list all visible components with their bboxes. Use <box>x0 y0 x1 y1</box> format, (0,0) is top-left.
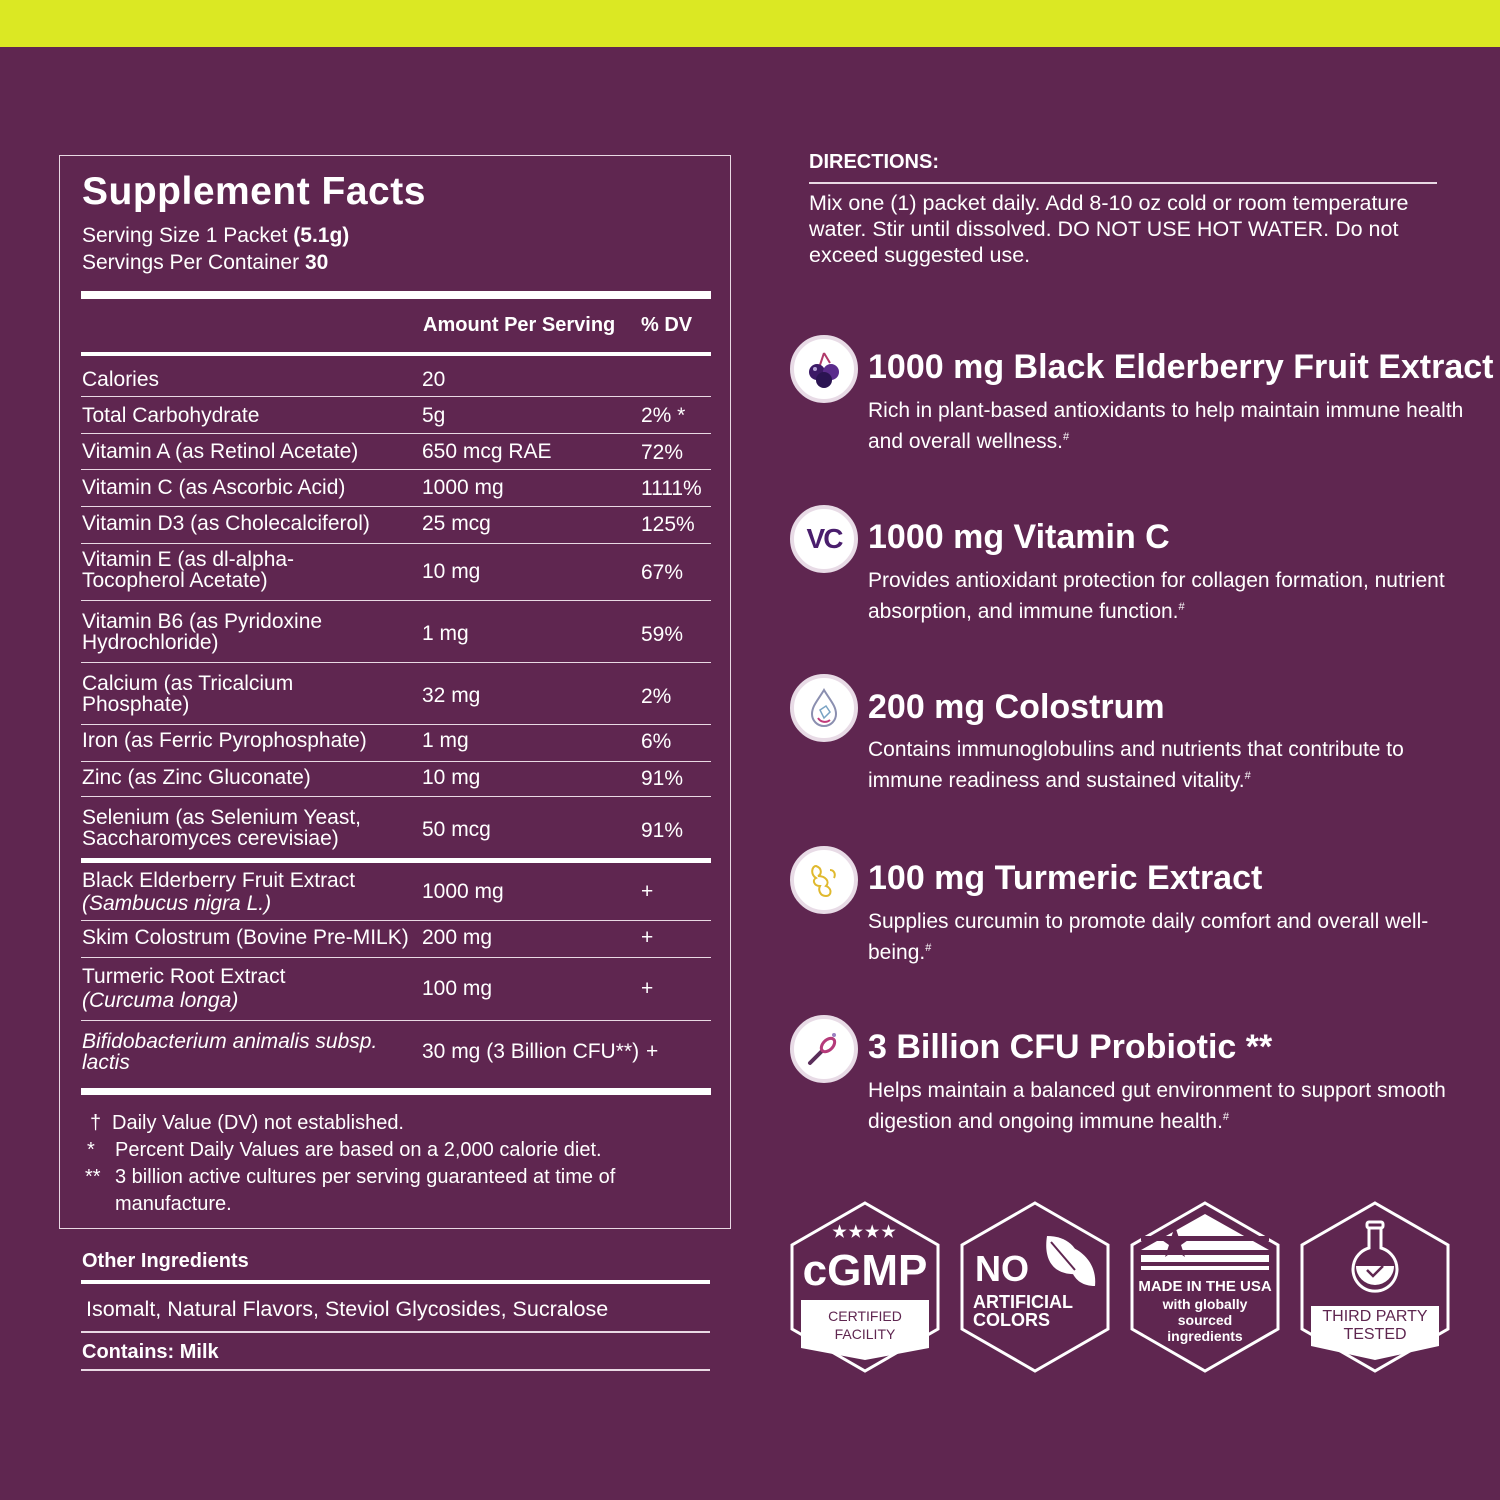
colostrum-icon <box>790 674 858 742</box>
nutrient-amount: 1000 mg <box>422 880 504 903</box>
nutrient-amount: 1 mg <box>422 622 469 645</box>
nutrient-name: Selenium (as Selenium Yeast, <box>82 806 361 829</box>
feature-desc-text: Helps maintain a balanced gut environment to support smooth digestion and ongoing immune health. <box>868 1079 1446 1133</box>
nutrient-amount: 32 mg <box>422 684 481 707</box>
feature-title: 1000 mg Vitamin C <box>868 518 1170 556</box>
feature-desc <box>868 1078 1468 1135</box>
footnote-text: Daily Value (DV) not established. <box>112 1112 404 1134</box>
ingredients-divider <box>81 1331 710 1333</box>
nutrient-name: Turmeric Root Extract <box>82 965 286 988</box>
table-row <box>81 921 711 958</box>
third-party-text: THIRD PARTY <box>1322 1308 1428 1325</box>
made-in-usa-badge <box>1129 1200 1281 1374</box>
cgmp-badge <box>789 1200 941 1374</box>
servings-value: 30 <box>304 251 329 274</box>
feature-title: 100 mg Turmeric Extract <box>868 859 1263 897</box>
nutrient-name-cont: Saccharomyces cerevisiae) <box>82 827 339 850</box>
table-row <box>81 544 711 601</box>
nutrient-amount: 10 mg <box>422 766 481 789</box>
nutrient-name: Skim Colostrum (Bovine Pre-MILK) <box>82 926 409 949</box>
footnote-symbol: ** <box>85 1166 101 1188</box>
vitamin-c-icon <box>790 505 858 573</box>
cgmp-facility: FACILITY <box>834 1326 896 1342</box>
nutrient-dv: 67% <box>641 561 684 584</box>
feature-desc <box>868 568 1468 625</box>
cgmp-stars: ★★★★ <box>832 1224 898 1241</box>
table-row <box>81 762 711 797</box>
feature-desc-text: Provides antioxidant protection for collagen formation, nutrient absorption, and immune function. <box>868 569 1445 623</box>
nutrient-name: Vitamin A (as Retinol Acetate) <box>82 440 359 463</box>
nutrient-amount: 1 mg <box>422 729 469 752</box>
table-row <box>81 958 711 1021</box>
nutrient-name-cont: (Sambucus nigra L.) <box>82 892 272 915</box>
nutrient-dv: 6% <box>641 730 672 753</box>
feature-mark: # <box>1244 770 1251 782</box>
thick-divider <box>81 291 711 299</box>
footnote-symbol: * <box>87 1139 95 1161</box>
contains-allergen: Contains: Milk <box>82 1341 219 1363</box>
nutrient-name: Bifidobacterium animalis subsp. <box>82 1030 378 1053</box>
nutrient-dv: 1111% <box>641 477 702 500</box>
nutrient-name: Vitamin C (as Ascorbic Acid) <box>82 476 346 499</box>
nutrient-amount: 10 mg <box>422 560 481 583</box>
nutrient-name-cont: Tocopherol Acetate) <box>82 569 268 592</box>
tested-text: TESTED <box>1343 1326 1407 1343</box>
nutrient-name-cont: Phosphate) <box>82 693 190 716</box>
top-accent-bar <box>0 0 1500 47</box>
footnote-symbol: † <box>90 1112 102 1134</box>
directions-title: DIRECTIONS: <box>809 151 939 173</box>
col-amount-header: Amount Per Serving <box>423 314 616 336</box>
footnotes <box>82 1110 682 1220</box>
usa-globally: with globally <box>1162 1296 1248 1312</box>
nutrient-dv: 2% <box>641 685 672 708</box>
footnote-text: 3 billion active cultures per serving guaranteed at time of manufacture. <box>115 1166 616 1215</box>
serving-info <box>82 222 349 276</box>
nutrient-dv: 91% <box>641 819 684 842</box>
directions-divider <box>809 182 1437 184</box>
nutrient-name: Calories <box>82 368 160 391</box>
supplement-facts-panel <box>59 155 731 1229</box>
cgmp-certified: CERTIFIED <box>828 1308 902 1324</box>
feature-desc-text: Rich in plant-based antioxidants to help maintain immune health and overall wellness. <box>868 399 1464 453</box>
nutrient-name: Iron (as Ferric Pyrophosphate) <box>82 729 367 752</box>
feature-desc-text: Contains immunoglobulins and nutrients that contribute to immune readiness and sustained vitality. <box>868 738 1404 792</box>
table-row <box>81 663 711 725</box>
feature-title: 3 Billion CFU Probiotic ** <box>868 1028 1273 1066</box>
nutrient-dv: + <box>646 1040 659 1063</box>
nutrient-amount: 100 mg <box>422 977 493 1000</box>
table-row <box>81 507 711 544</box>
directions-text: Mix one (1) packet daily. Add 8-10 oz cold or room temperature water. Stir until dissolved. DO NOT USE HOT WATER. Do not exceed suggested use. <box>809 191 1409 267</box>
colors-text: COLORS <box>973 1310 1051 1330</box>
serving-size-value: (5.1g) <box>293 224 350 247</box>
facts-title: Supplement Facts <box>82 170 426 213</box>
feature-desc <box>868 398 1468 455</box>
nutrient-dv: + <box>641 880 654 903</box>
no-text: NO <box>975 1248 1029 1289</box>
usa-ingredients: ingredients <box>1167 1328 1243 1344</box>
nutrient-name: Vitamin D3 (as Cholecalciferol) <box>82 512 370 535</box>
nutrient-name-cont: Hydrochloride) <box>82 631 219 654</box>
table-row <box>81 1021 711 1083</box>
elderberry-icon <box>790 335 858 403</box>
bottom-divider <box>81 1088 711 1095</box>
other-ingredients-label: Other Ingredients <box>82 1250 249 1272</box>
nutrient-name: Vitamin B6 (as Pyridoxine <box>82 610 323 633</box>
table-row <box>81 797 711 859</box>
feature-mark: # <box>1222 1111 1230 1123</box>
nutrient-name: Vitamin E (as dl-alpha- <box>82 548 295 571</box>
nutrient-dv: 91% <box>641 767 684 790</box>
feature-desc <box>868 909 1468 966</box>
turmeric-icon <box>790 846 858 914</box>
nutrient-name: Calcium (as Tricalcium <box>82 672 294 695</box>
third-party-tested-badge <box>1299 1200 1451 1374</box>
feature-title: 200 mg Colostrum <box>868 688 1165 726</box>
table-row <box>81 725 711 762</box>
no-artificial-colors-badge <box>959 1200 1111 1374</box>
table-row <box>81 470 711 507</box>
cgmp-text: cGMP <box>802 1246 928 1295</box>
nutrient-amount: 50 mcg <box>422 818 491 841</box>
nutrient-dv: 2% * <box>641 404 686 427</box>
nutrient-dv: 125% <box>641 513 695 536</box>
feature-title: 1000 mg Black Elderberry Fruit Extract <box>868 348 1494 386</box>
footnote-text: Percent Daily Values are based on a 2,000 calorie diet. <box>115 1139 602 1161</box>
other-divider <box>81 1280 710 1284</box>
feature-mark: # <box>925 942 932 954</box>
nutrient-name-cont: lactis <box>82 1051 130 1074</box>
feature-mark: # <box>1062 431 1070 443</box>
usa-sourced: sourced <box>1177 1312 1233 1328</box>
feature-desc <box>868 737 1468 794</box>
header-divider <box>81 352 711 356</box>
nutrient-amount: 20 <box>422 368 446 391</box>
nutrient-amount: 5g <box>422 404 446 427</box>
table-row <box>81 434 711 470</box>
nutrient-name: Zinc (as Zinc Gluconate) <box>82 766 311 789</box>
nutrient-amount: 30 mg (3 Billion CFU**) <box>422 1040 640 1063</box>
feature-mark: # <box>1178 601 1185 613</box>
nutrient-dv: 72% <box>641 441 684 464</box>
other-ingredients-text: Isomalt, Natural Flavors, Steviol Glycosides, Sucralose <box>86 1297 609 1321</box>
table-row <box>81 863 711 921</box>
usa-text: MADE IN THE USA <box>1138 1278 1272 1295</box>
nutrient-amount: 25 mcg <box>422 512 491 535</box>
nutrient-name: Black Elderberry Fruit Extract <box>82 869 356 892</box>
servings-label: Servings Per Container <box>82 251 300 274</box>
feature-desc-text: Supplies curcumin to promote daily comfort and overall well-being. <box>868 910 1429 964</box>
table-row <box>81 359 711 397</box>
table-row <box>81 601 711 663</box>
col-dv-header: % DV <box>641 314 693 336</box>
probiotic-icon <box>790 1015 858 1083</box>
vc-text: VC <box>806 523 842 554</box>
contains-divider <box>81 1369 710 1371</box>
artificial-text: ARTIFICIAL <box>973 1292 1073 1312</box>
nutrient-amount: 650 mcg RAE <box>422 440 552 463</box>
serving-size-label: Serving Size 1 Packet <box>82 224 288 247</box>
nutrient-dv: + <box>641 977 654 1000</box>
nutrient-amount: 200 mg <box>422 926 493 949</box>
nutrient-name: Total Carbohydrate <box>82 404 260 427</box>
nutrient-dv: 59% <box>641 623 684 646</box>
nutrient-name-cont: (Curcuma longa) <box>82 989 239 1012</box>
table-row <box>81 397 711 434</box>
nutrient-amount: 1000 mg <box>422 476 504 499</box>
nutrient-dv: + <box>641 926 654 949</box>
